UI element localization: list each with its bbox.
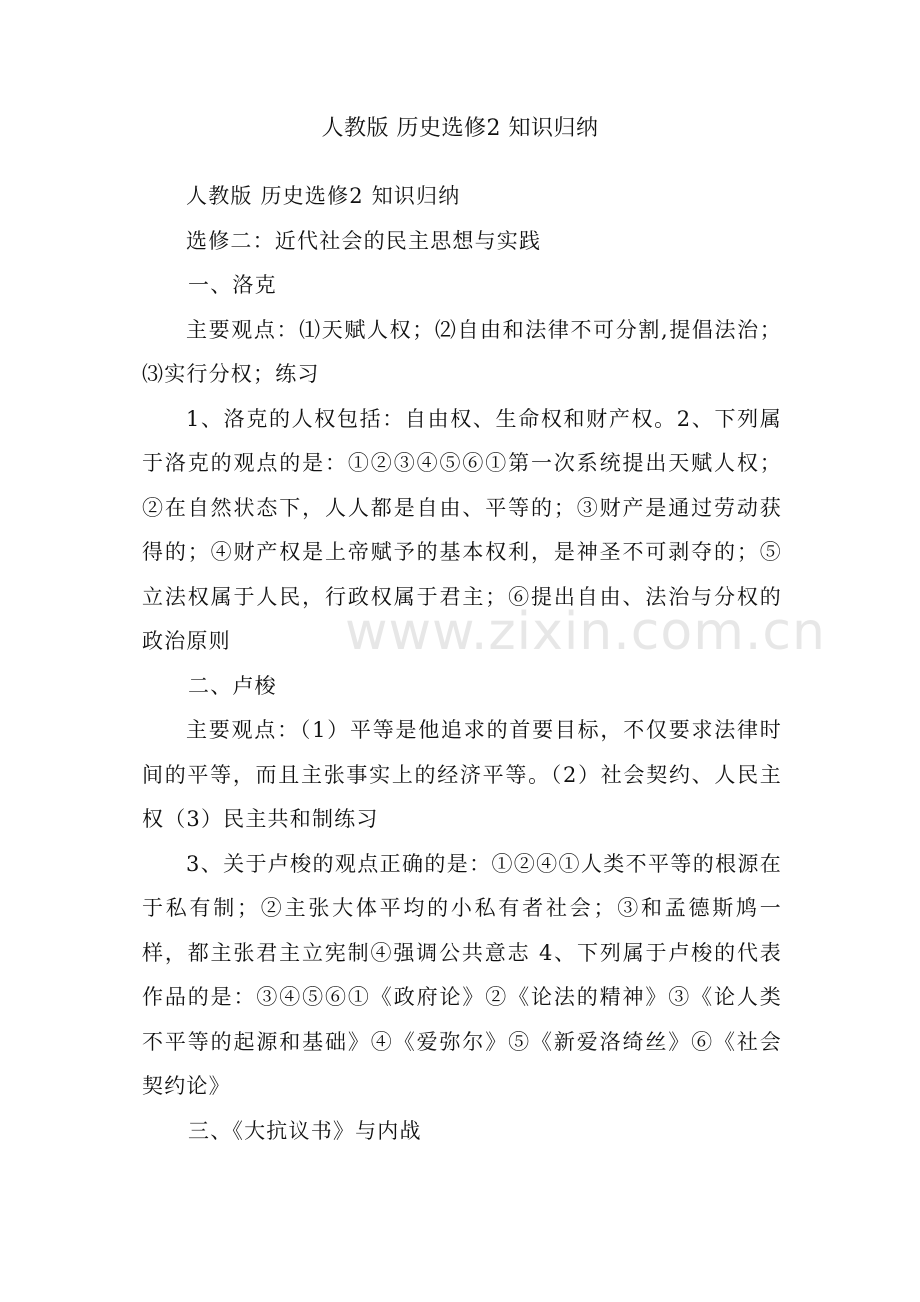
- paragraph-module-title: 选修二：近代社会的民主思想与实践: [186, 228, 542, 253]
- document-title: 人教版 历史选修2 知识归纳: [321, 116, 599, 141]
- section-heading-grand-remonstrance: 三、《大抗议书》与内战: [188, 1118, 422, 1143]
- paragraph-heading-repeat: 人教版 历史选修2 知识归纳: [186, 184, 461, 208]
- paragraph-rousseau-views: 主要观点：（1）平等是他追求的首要目标，不仅要求法律时间的平等，而且主张事实上的经济平等。（2）社会契约、人民主权（3）民主共和制练习: [142, 718, 782, 831]
- paragraph-locke-views: 主要观点：⑴天赋人权；⑵自由和法律不可分割,提倡法治；⑶实行分权；练习: [142, 317, 782, 386]
- document-body: [142, 174, 782, 1153]
- paragraph-locke-exercises: 1、洛克的人权包括：自由权、生命权和财产权。2、下列属于洛克的观点的是：①②③④⑤⑥①第一次系统提出天赋人权；②在自然状态下，人人都是自由、平等的；③财产是通过劳动获得的；④财产权是上帝赋予的基本权利，是神圣不可剥夺的；⑤立法权属于人民，行政权属于君主；⑥提出自由、法治与分权的政治原则: [142, 406, 782, 653]
- paragraph-rousseau-exercises: 3、关于卢梭的观点正确的是：①②④①人类不平等的根源在于私有制；②主张大体平均的小私有者社会；③和孟德斯鸠一样，都主张君主立宪制④强调公共意志 4、下列属于卢梭的代表作品的是：③④⑤⑥①《政府论》②《论法的精神》③《论人类不平等的起源和基础》④《爱弥尔》⑤《新爱洛绮丝》⑥《社会契约论》: [142, 851, 782, 1098]
- section-heading-locke: 一、洛克: [188, 273, 277, 297]
- watermark: www.zixin.com.cn: [345, 602, 826, 662]
- section-heading-rousseau: 二、卢梭: [188, 673, 277, 698]
